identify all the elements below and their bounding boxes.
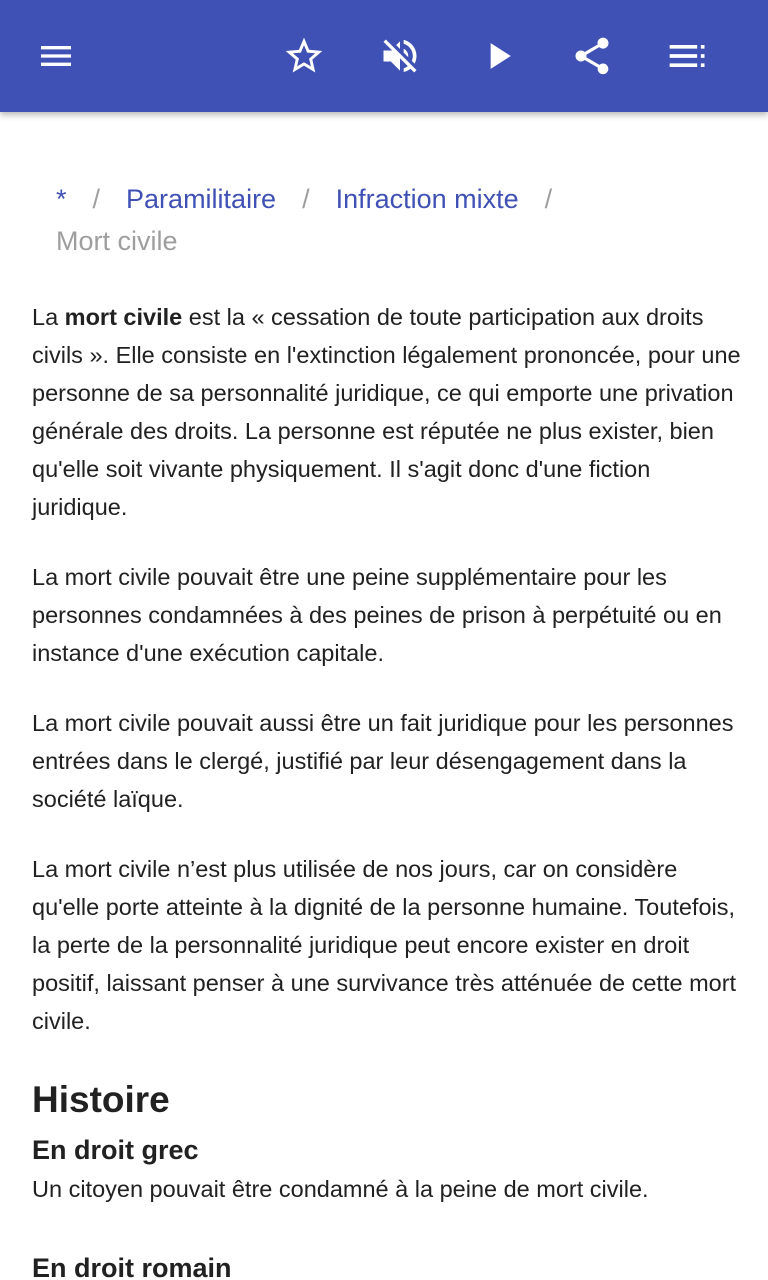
article-body — [32, 298, 744, 1280]
intro-text-rest: est la « cessation de toute participation aux droits civils ». Elle consiste en l'extinction légalement prononcée, pour une personne de sa personnalité juridique, ce qui emporte une privation générale des droits. La personne est réputée ne plus exister, bien qu'elle soit vivante physiquement. Il s'agit donc d'une fiction juridique. — [32, 304, 741, 520]
section-heading-histoire: Histoire — [32, 1079, 170, 1120]
app-toolbar — [0, 0, 768, 112]
intro-bold-term: mort civile — [64, 304, 183, 330]
breadcrumb-current: Mort civile — [56, 226, 178, 256]
breadcrumb-link-paramilitaire[interactable]: Paramilitaire — [126, 184, 277, 214]
paragraph: La mort civile n’est plus utilisée de nos jours, car on considère qu'elle porte atteinte à la dignité de la personne humaine. Toutefois, la perte de la personnalité juridique peut encore exister en droit positif, laissant penser à une survivance très atténuée de cette mort civile. — [32, 856, 737, 1034]
page-content — [0, 112, 768, 1280]
intro-paragraph — [32, 298, 744, 526]
play-icon — [476, 34, 520, 78]
breadcrumb-separator: / — [302, 184, 310, 214]
share-icon — [570, 34, 614, 78]
breadcrumb — [56, 178, 736, 262]
subsection-heading-droit-grec: En droit grec — [32, 1135, 199, 1165]
share-button[interactable] — [564, 28, 620, 84]
paragraph: Un citoyen pouvait être condamné à la peine de mort civile. — [32, 1176, 649, 1202]
paragraph: La mort civile pouvait être une peine supplémentaire pour les personnes condamnées à des peines de prison à perpétuité ou en instance d'une exécution capitale. — [32, 564, 722, 666]
volume-off-icon — [378, 34, 422, 78]
subsection-heading-droit-romain: En droit romain — [32, 1253, 232, 1280]
star-outline-icon — [282, 34, 326, 78]
menu-button[interactable] — [28, 28, 84, 84]
breadcrumb-link-infraction-mixte[interactable]: Infraction mixte — [335, 184, 519, 214]
breadcrumb-separator: / — [544, 184, 553, 214]
breadcrumb-separator: / — [92, 184, 101, 214]
favorite-button[interactable] — [276, 28, 332, 84]
list-icon — [666, 34, 710, 78]
intro-text-start: La — [32, 304, 65, 330]
mute-button[interactable] — [372, 28, 428, 84]
hamburger-menu-icon — [36, 36, 76, 76]
breadcrumb-link-home[interactable]: * — [56, 184, 67, 214]
play-button[interactable] — [470, 28, 526, 84]
table-of-contents-button[interactable] — [660, 28, 716, 84]
paragraph: La mort civile pouvait aussi être un fait juridique pour les personnes entrées dans le clergé, justifié par leur désengagement dans la société laïque. — [32, 710, 734, 812]
